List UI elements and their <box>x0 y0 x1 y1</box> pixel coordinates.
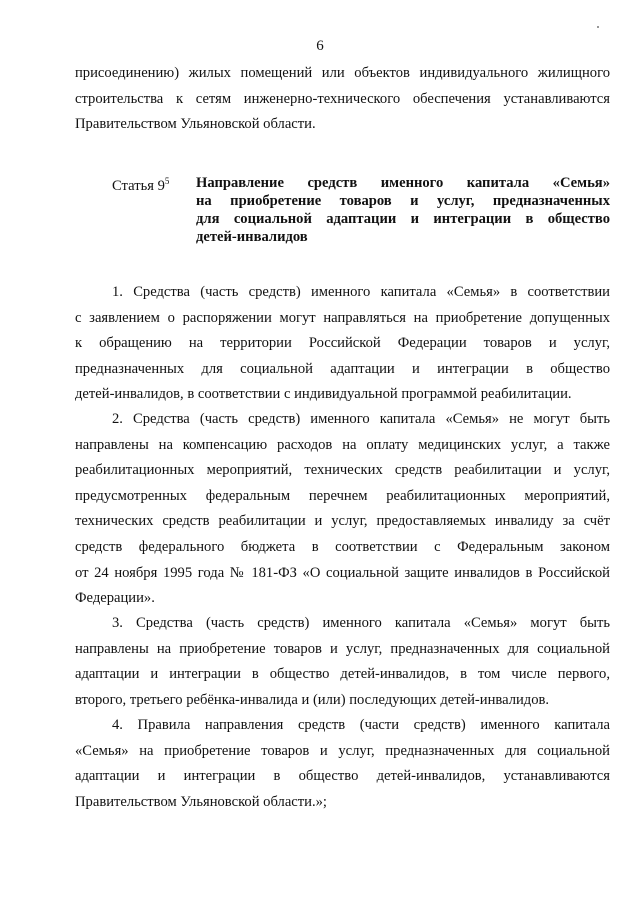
paragraph-line: с заявлением о распоряжении могут направляться на приобретение допущенных <box>75 310 610 326</box>
paragraph-line: направлены на приобретение товаров и услуг, предназначенных для социальной <box>75 641 610 657</box>
paragraph-line: предназначенных для социальной адаптации и интеграции в общество <box>75 361 610 377</box>
paragraph-line: адаптации и интеграции в общество детей-инвалидов, в том числе первого, <box>75 666 610 682</box>
paragraph-line: детей-инвалидов, в соответствии с индивидуальной программой реабилитации. <box>75 386 572 402</box>
paragraph-line: направлены на компенсацию расходов на оплату медицинских услуг, а также <box>75 437 610 453</box>
article-label <box>112 172 169 195</box>
article-title-line: на приобретение товаров и услуг, предназначенных <box>196 193 610 209</box>
paragraph-line: Правительством Ульяновской области.»; <box>75 794 327 810</box>
paragraph-line: 3. Средства (часть средств) именного капитала «Семья» могут быть <box>112 615 610 631</box>
paragraph-line: от 24 ноября 1995 года № 181-ФЗ «О социальной защите инвалидов в Российской <box>75 565 610 581</box>
paragraph-line: технических средств реабилитации и услуг, предоставляемых инвалиду за счёт <box>75 513 610 529</box>
paragraph-line: к обращению на территории Российской Федерации товаров и услуг, <box>75 335 610 351</box>
article-label-superscript: 5 <box>164 176 170 186</box>
paragraph-line: предусмотренных федеральным перечнем реабилитационных мероприятий, <box>75 488 610 504</box>
paragraph-line: адаптации и интеграции в общество детей-инвалидов, устанавливаются <box>75 768 610 784</box>
intro-line: Правительством Ульяновской области. <box>75 116 316 132</box>
paragraph-line: «Семья» на приобретение товаров и услуг, предназначенных для социальной <box>75 743 610 759</box>
intro-line: присоединению) жилых помещений или объектов индивидуального жилищного <box>75 65 610 81</box>
article-title-line: детей-инвалидов <box>196 229 308 245</box>
scan-speck <box>597 26 599 28</box>
article-label-text: Статья 9 <box>112 177 165 194</box>
paragraph-line: Федерации». <box>75 590 155 606</box>
intro-line: строительства к сетям инженерно-технического обеспечения устанавливаются <box>75 91 610 107</box>
paragraph-line: 4. Правила направления средств (части средств) именного капитала <box>112 717 610 733</box>
paragraph-line: 2. Средства (часть средств) именного капитала «Семья» не могут быть <box>112 411 610 427</box>
paragraph-line: второго, третьего ребёнка-инвалида и (или) последующих детей-инвалидов. <box>75 692 550 708</box>
paragraph-line: средств федерального бюджета в соответствии с Федеральным законом <box>75 539 610 555</box>
paragraph-line: 1. Средства (часть средств) именного капитала «Семья» в соответствии <box>112 284 610 300</box>
paragraph-line: реабилитационных мероприятий, технических средств реабилитации и услуг, <box>75 462 610 478</box>
article-title-line: Направление средств именного капитала «Семья» <box>196 175 610 191</box>
article-title-line: для социальной адаптации и интеграции в общество <box>196 211 610 227</box>
page-number: 6 <box>316 38 324 54</box>
